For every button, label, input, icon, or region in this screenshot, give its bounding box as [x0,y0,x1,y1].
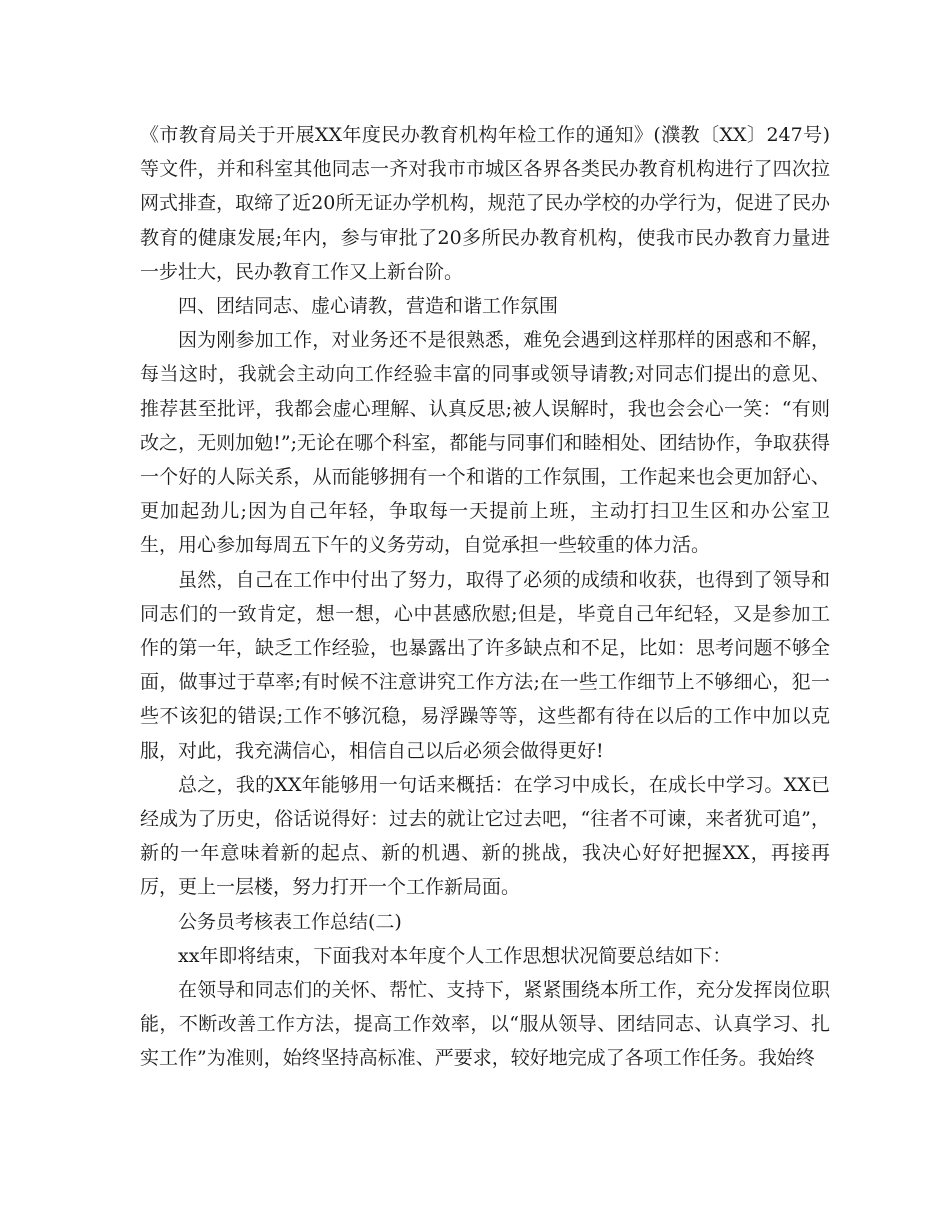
section-heading-unity: 四、团结同志、虚心请教，营造和谐工作氛围 [178,295,559,318]
paragraph-work-principles: 在领导和同志们的关怀、帮忙、支持下，紧紧围绕本所工作，充分发挥岗位职能，不断改善工作方法，提高工作效率，以“服从领导、团结同志、认真学习、扎实工作”为准则，始终坚持高标准、严要求，较好地完成了各项工作任务。我始终 [140,979,830,1070]
paragraph-year-intro: xx年即将结束，下面我对本年度个人工作思想状况简要总结如下： [178,944,732,967]
paragraph-learning-from-colleagues: 因为刚参加工作，对业务还不是很熟悉，难免会遇到这样那样的困惑和不解，每当这时，我就会主动向工作经验丰富的同事或领导请教;对同志们提出的意见、推荐甚至批评，我都会虚心理解、认真反思;被人误解时，我也会会心一笑：“有则改之，无则加勉!”;无论在哪个科室，都能与同事们和睦相处、团结协作，争取获得一个好的人际关系，从而能够拥有一个和谐的工作氛围，工作起来也会更加舒心、更加起劲儿;因为自己年轻，争取每一天提前上班，主动打扫卫生区和办公室卫生，用心参加每周五下午的义务劳动，自觉承担一些较重的体力活。 [140,329,830,557]
document-body [140,118,830,1076]
paragraph-inspection-work: 《市教育局关于开展XX年度民办教育机构年检工作的通知》(濮教〔XX〕247号)等文件，并和科室其他同志一齐对我市市城区各界各类民办教育机构进行了四次拉网式排查，取缔了近20所无证办学机构，规范了民办学校的办学行为，促进了民办教育的健康发展;年内，参与审批了20多所民办教育机构，使我市民办教育力量进一步壮大，民办教育工作又上新台阶。 [140,124,830,283]
section-title-summary-two: 公务员考核表工作总结(二) [178,910,402,933]
paragraph-conclusion: 总之，我的XX年能够用一句话来概括：在学习中成长，在成长中学习。XX已经成为了历史，俗话说得好：过去的就让它过去吧，“往者不可谏，来者犹可追”，新的一年意味着新的起点、新的机遇、新的挑战，我决心好好把握XX，再接再厉，更上一层楼，努力打开一个工作新局面。 [140,773,830,899]
paragraph-shortcomings: 虽然，自己在工作中付出了努力，取得了必须的成绩和收获，也得到了领导和同志们的一致肯定，想一想，心中甚感欣慰;但是，毕竟自己年纪轻，又是参加工作的第一年，缺乏工作经验，也暴露出了许多缺点和不足，比如：思考问题不够全面，做事过于草率;有时候不注意讲究工作方法;在一些工作细节上不够细心，犯一些不该犯的错误;工作不够沉稳，易浮躁等等，这些都有待在以后的工作中加以克服，对此，我充满信心，相信自己以后必须会做得更好! [140,568,830,762]
